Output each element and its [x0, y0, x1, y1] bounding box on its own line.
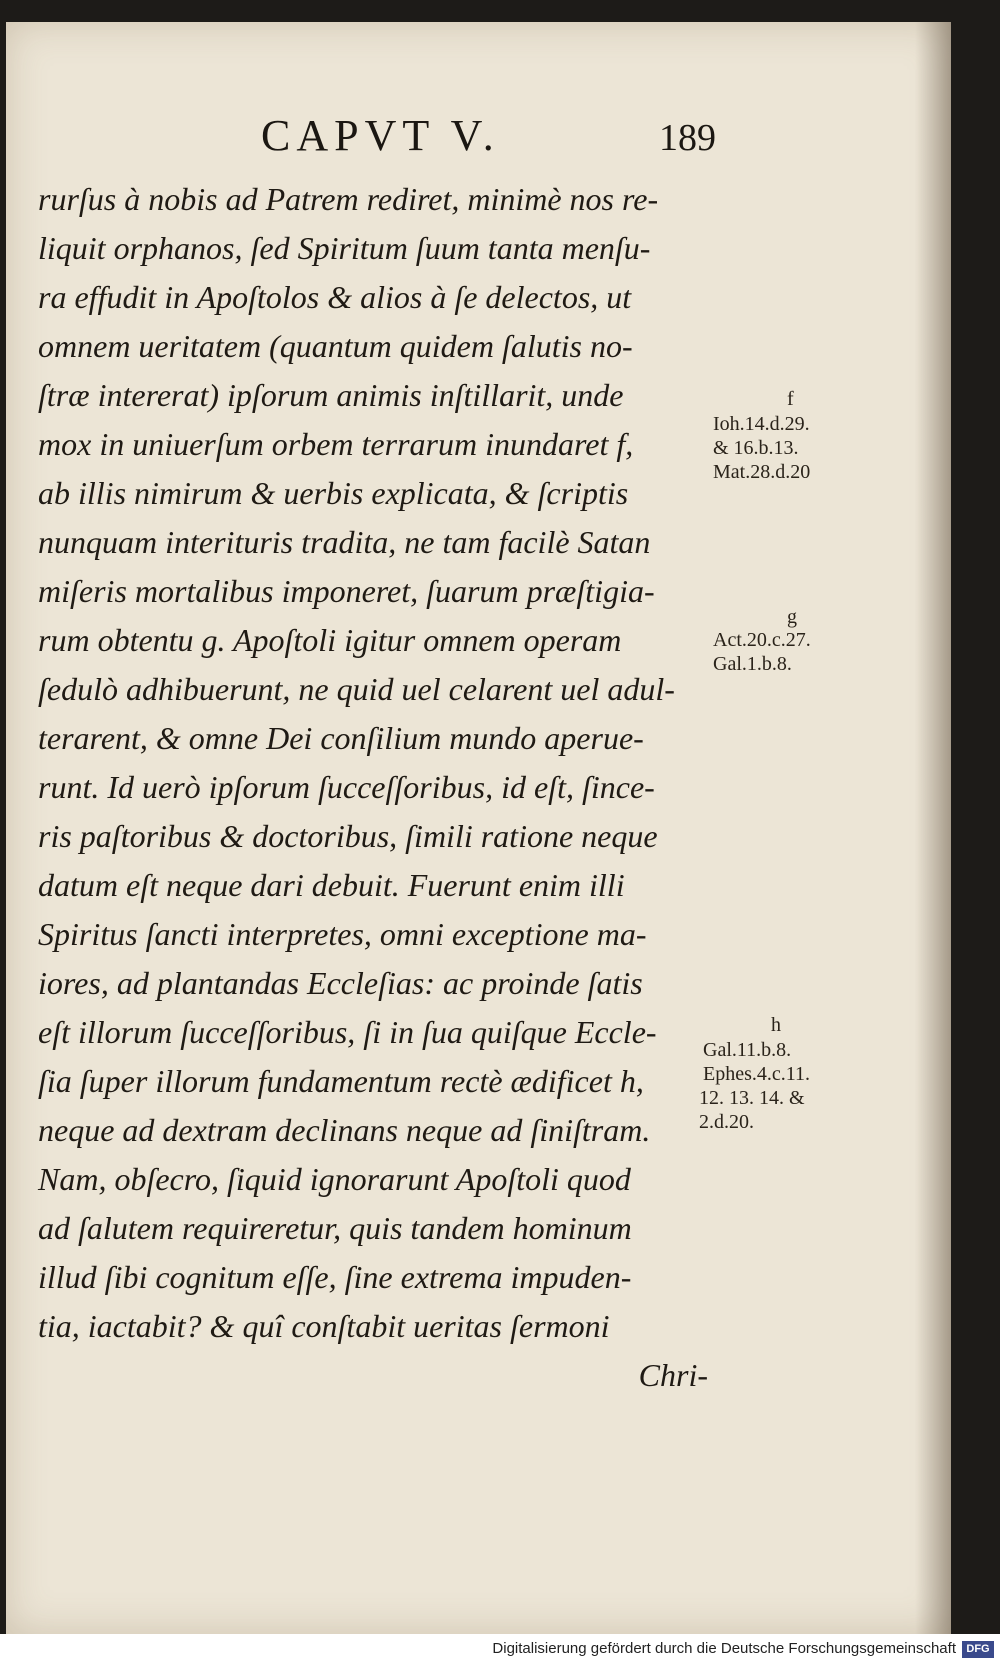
text-line: ra effudit in Apoſtolos & alios à ſe delectos, ut	[38, 279, 632, 315]
book-page	[6, 22, 951, 1634]
page-gutter-shadow	[915, 22, 951, 1634]
text-line: omnem ueritatem (quantum quidem ſalutis no-	[38, 328, 633, 364]
text-line: ris paſtoribus & doctoribus, ſimili ratione neque	[38, 818, 658, 854]
text-line: mox in uniuerſum orbem terrarum inundaret f,	[38, 426, 634, 462]
text-line: illud ſibi cognitum eſſe, ſine extrema impuden-	[38, 1259, 632, 1295]
text-line: iores, ad plantandas Eccleſias: ac proinde ſatis	[38, 965, 643, 1001]
text-line: liquit orphanos, ſed Spiritum ſuum tanta menſu-	[38, 230, 651, 266]
text-line: ſtræ intererat) ipſorum animis inſtillarit, unde	[38, 377, 624, 413]
margin-note-f-line: Ioh.14.d.29.	[713, 413, 810, 435]
note-mark-h: h	[771, 1014, 781, 1036]
text-line: ſedulò adhibuerunt, ne quid uel celarent uel adul-	[38, 671, 675, 707]
margin-note-h-line: 12. 13. 14. &	[699, 1087, 805, 1109]
text-line: runt. Id uerò ipſorum ſucceſſoribus, id eſt, ſince-	[38, 769, 655, 805]
text-line: neque ad dextram declinans neque ad ſiniſtram.	[38, 1112, 651, 1148]
text-line: eſt illorum ſucceſſoribus, ſi in ſua quiſque Eccle-	[38, 1014, 657, 1050]
note-mark-f: f	[787, 388, 794, 410]
note-mark-g: g	[787, 606, 797, 628]
page-header	[261, 110, 716, 160]
margin-note-f-line: & 16.b.13.	[713, 437, 799, 459]
catchword: Chri-	[638, 1357, 708, 1393]
margin-note-f-line: Mat.28.d.20	[713, 461, 811, 483]
text-line: miſeris mortalibus imponeret, ſuarum præſtigia-	[38, 573, 655, 609]
margin-notes	[699, 22, 869, 1422]
text-line: rum obtentu g. Apoſtoli igitur omnem operam	[38, 622, 622, 658]
text-line: ad ſalutem requireretur, quis tandem hominum	[38, 1210, 632, 1246]
funding-credit: Digitalisierung gefördert durch die Deutsche Forschungsgemeinschaft	[492, 1640, 956, 1657]
running-title: CAPVT V.	[261, 111, 500, 160]
margin-note-h-line: Gal.11.b.8.	[703, 1039, 792, 1061]
margin-note-h-line: 2.d.20.	[699, 1111, 754, 1133]
margin-note-g-line: Gal.1.b.8.	[713, 653, 792, 675]
margin-note-g-line: Act.20.c.27.	[713, 629, 811, 651]
text-line: ab illis nimirum & uerbis explicata, & ſcriptis	[38, 475, 629, 511]
dfg-logo-icon: DFG	[962, 1641, 994, 1658]
text-line: tia, iactabit? & quî conſtabit ueritas ſermoni	[38, 1308, 610, 1344]
text-line: datum eſt neque dari debuit. Fuerunt enim illi	[38, 867, 625, 903]
digitization-footer	[0, 1634, 1000, 1666]
text-line: Nam, obſecro, ſiquid ignorarunt Apoſtoli quod	[38, 1161, 631, 1197]
text-line: rurſus à nobis ad Patrem rediret, minimè nos re-	[38, 181, 659, 217]
text-line: terarent, & omne Dei conſilium mundo aperue-	[38, 720, 644, 756]
margin-note-h-line: Ephes.4.c.11.	[703, 1063, 811, 1085]
text-line: ſia ſuper illorum fundamentum rectè ædificet h,	[38, 1063, 644, 1099]
text-line: nunquam interituris tradita, ne tam facilè Satan	[38, 524, 651, 560]
page-number: 189	[659, 117, 716, 159]
text-line: Spiritus ſancti interpretes, omni exceptione ma-	[38, 916, 647, 952]
body-text	[38, 175, 718, 1400]
